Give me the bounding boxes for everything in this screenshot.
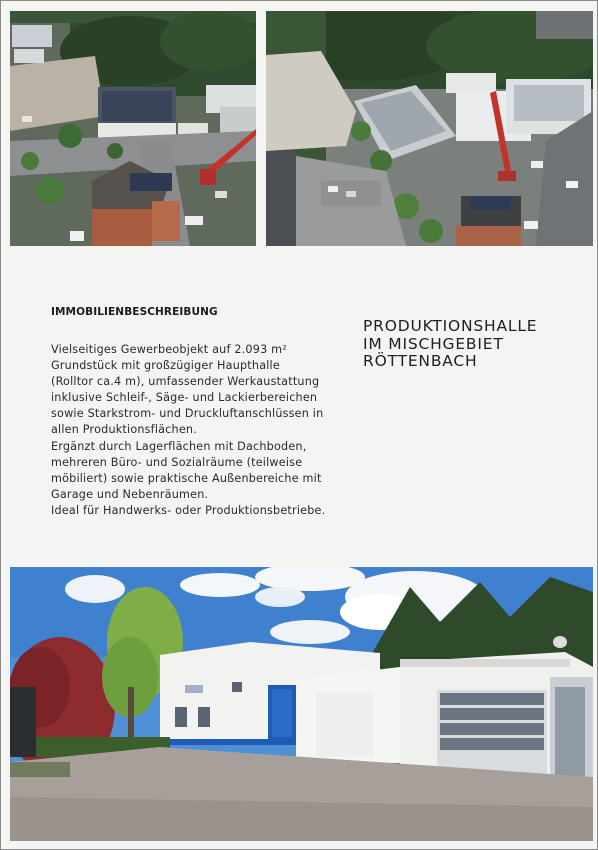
description-line: (Rolltor ca.4 m), umfassender Werkaustattung [51,375,320,389]
description-line: möbiliert) sowie praktische Außenbereiche mit [51,471,322,485]
description-line: allen Produktionsflächen. [51,423,197,437]
description-line: Garage und Nebenräumen. [51,487,209,501]
description-line: sowie Starkstrom- und Druckluftanschlüssen in [51,407,324,421]
title-line: RÖTTENBACH [363,352,478,371]
title-line: IM MISCHGEBIET [363,334,504,353]
description-line: inklusive Schleif-, Säge- und Lackierbereichen [51,391,318,405]
page-title [363,318,578,371]
description-line: Grundstück mit großzügiger Haupthalle [51,359,280,373]
aerial-photo-left [10,11,256,246]
description-line: Vielseitiges Gewerbeobjekt auf 2.093 m² [51,343,287,356]
building-photo [10,567,593,841]
description-line: Ideal für Handwerks- oder Produktionsbetriebe. [51,503,326,517]
description-line: Ergänzt durch Lagerflächen mit Dachboden, [51,439,307,453]
description-line: mehreren Büro- und Sozialräume (teilweise [51,455,303,469]
title-line: PRODUKTIONSHALLE [363,317,538,336]
property-description [51,342,351,519]
section-label: IMMOBILIENBESCHREIBUNG [51,306,218,318]
aerial-photo-right [266,11,593,246]
